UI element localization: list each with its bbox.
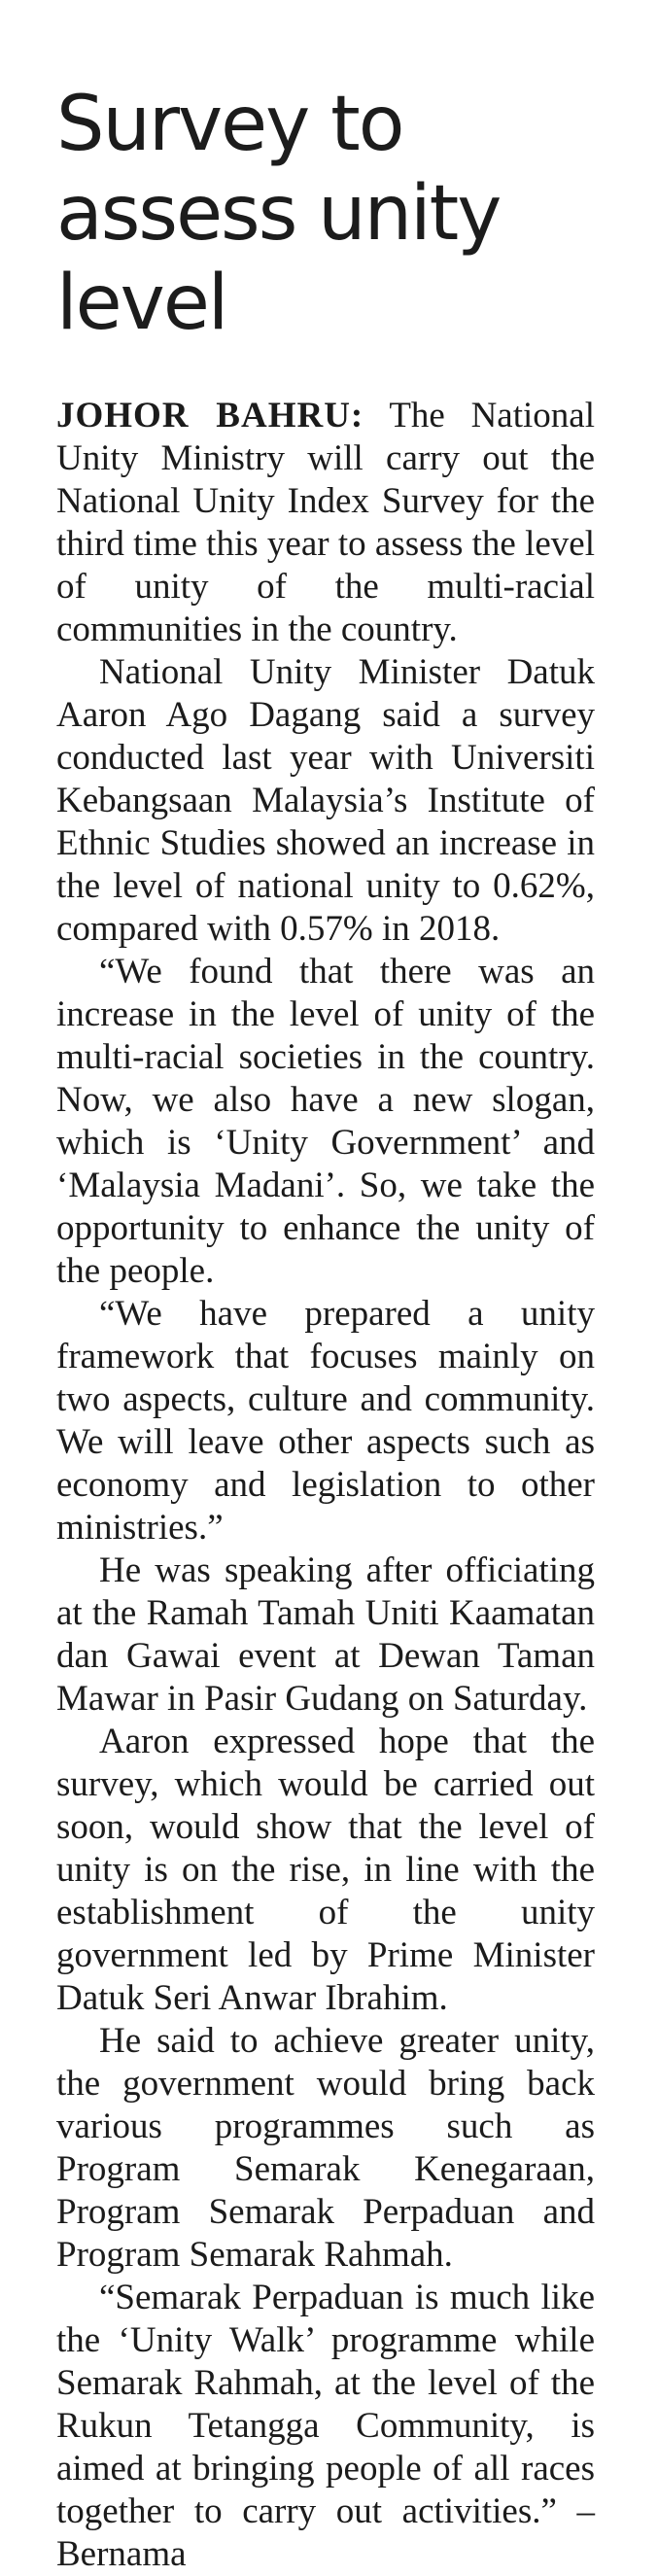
article-paragraph: He said to achieve greater unity, the government would bring back various programmes such as Program Semarak Kenegaraan, Program Semarak Perpaduan and Program Semarak Rahmah. xyxy=(56,2021,595,2275)
article-paragraph xyxy=(56,395,595,651)
paragraph-text: The National Unity Ministry will carry out the National Unity Index Survey for the third time this year to assess the level of unity of the multi-racial communities in the country. xyxy=(56,396,595,649)
article-headline: Survey to assess unity level xyxy=(56,81,501,347)
article-body xyxy=(56,395,595,2576)
article-paragraph: Aaron expressed hope that the survey, which would be carried out soon, would show that the level of unity is on the rise, in line with the establishment of the unity government led by Prime Minister Datuk Seri Anwar Ibrahim. xyxy=(56,1722,595,2018)
article-paragraph: He was speaking after officiating at the Ramah Tamah Uniti Kaamatan dan Gawai event at Dewan Taman Mawar in Pasir Gudang on Saturday. xyxy=(56,1550,595,1719)
article-paragraph: National Unity Minister Datuk Aaron Ago Dagang said a survey conducted last year with Universiti Kebangsaan Malaysia’s Institute of Ethnic Studies showed an increase in the level of national unity to 0.62%, compared with 0.57% in 2018. xyxy=(56,652,595,949)
article-paragraph: “We have prepared a unity framework that focuses mainly on two aspects, culture and community. We will leave other aspects such as economy and legislation to other ministries.” xyxy=(56,1294,595,1548)
article-paragraph: “Semarak Perpaduan is much like the ‘Unity Walk’ programme while Semarak Rahmah, at the level of the Rukun Tetangga Community, is aimed at bringing people of all races together to carry out activities.” – Bernama xyxy=(56,2278,595,2574)
article-paragraph: “We found that there was an increase in the level of unity of the multi-racial societies in the country. Now, we also have a new slogan, which is ‘Unity Government’ and ‘Malaysia Madani’. So, we take the opportunity to enhance the unity of the people. xyxy=(56,952,595,1291)
dateline: JOHOR BAHRU: xyxy=(56,396,364,435)
